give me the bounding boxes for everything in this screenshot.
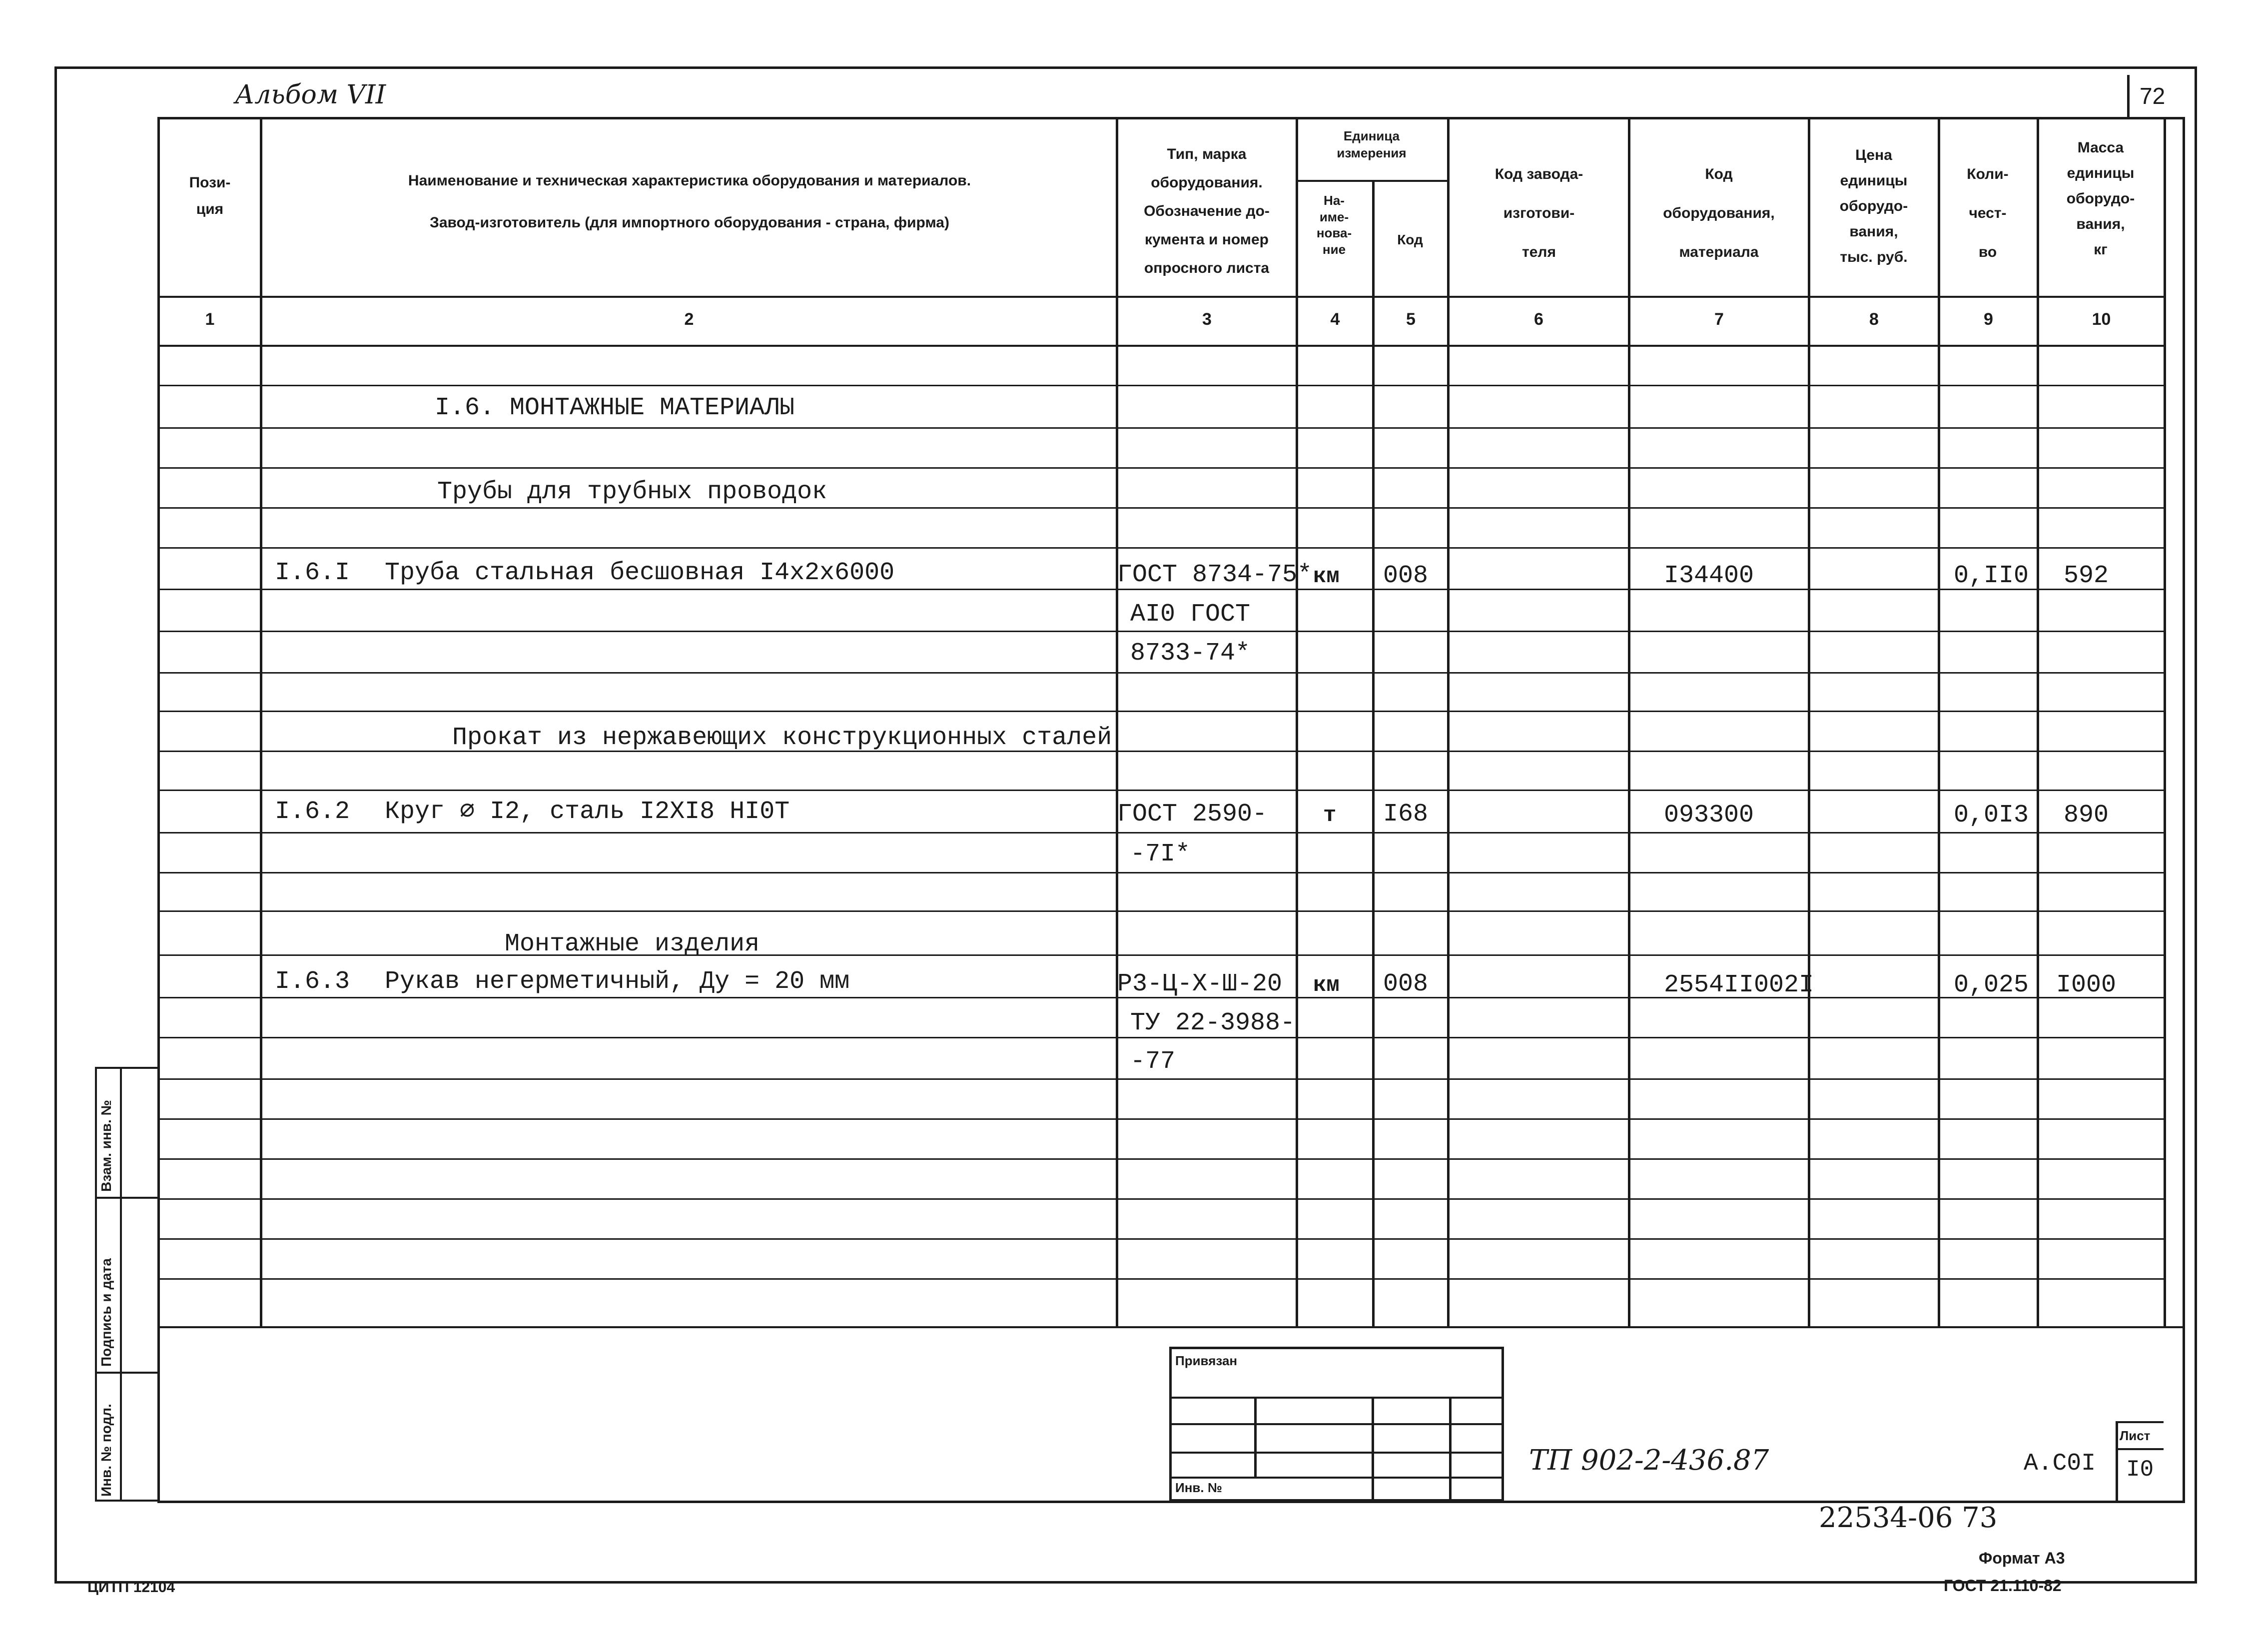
item-1-unit: км: [1313, 564, 1340, 589]
item-1-material-code: I34400: [1664, 562, 1754, 590]
item-3-name: Рукав негерметичный, Ду = 20 мм: [385, 967, 850, 996]
body-row-line: [157, 385, 2164, 386]
privyazan-label: Привязан: [1175, 1353, 1238, 1368]
header-col-8: Цена единицы оборудо- вания, тыс. руб.: [1839, 147, 1908, 265]
privyazan-col: [1449, 1397, 1452, 1502]
header-col-4: На- име- нова- ние: [1316, 193, 1352, 257]
privyazan-line: [1169, 1452, 1504, 1454]
format-label: Формат А3: [1979, 1549, 2065, 1567]
col-divider: [260, 117, 262, 1326]
privyazan-line: [1169, 1477, 1504, 1479]
col-num-2: 2: [684, 310, 694, 329]
header-bottom-line: [157, 296, 2164, 298]
sheet-number-top: 72: [2140, 83, 2166, 109]
privyazan-col: [1372, 1397, 1374, 1502]
subsection-steel: Прокат из нержавеющих конструкционных сталей: [452, 724, 1112, 752]
body-row-line: [157, 1278, 2164, 1280]
header-col-2: Наименование и техническая характеристика оборудования и материалов. Завод-изготовитель (для импортного оборудования - страна, фирма): [408, 172, 971, 231]
body-row-line: [157, 672, 2164, 674]
sheet-number-divider: [2127, 75, 2130, 118]
col-num-9: 9: [1984, 310, 1993, 329]
number-row-line: [157, 345, 2164, 347]
item-2-unit: т: [1323, 803, 1337, 828]
col-divider: [1447, 117, 1450, 1326]
item-1-unit-code: 008: [1383, 562, 1429, 590]
header-col-3: Тип, марка оборудования. Обозначение до- кумента и номер опросного листа: [1144, 146, 1270, 276]
item-1-name: Труба стальная бесшовная I4x2x6000: [385, 559, 895, 587]
privyazan-line: [1169, 1423, 1504, 1425]
body-row-line: [157, 1158, 2164, 1160]
body-row-line: [157, 954, 2164, 956]
col-divider: [2037, 117, 2039, 1326]
side-stamp-divider: [120, 1067, 122, 1502]
col-divider: [2164, 117, 2166, 1326]
item-2-doc: -7I*: [1130, 840, 1191, 868]
item-3-position: I.6.3: [275, 967, 350, 996]
unit-group-header: Единица измерения: [1337, 128, 1407, 160]
col-divider: [1296, 117, 1298, 1326]
item-1-doc: ГОСТ 8734-75*: [1117, 561, 1313, 589]
col-divider: [1116, 117, 1118, 1326]
item-2-material-code: 093300: [1664, 801, 1754, 829]
item-3-material-code: 2554II002I: [1664, 971, 1814, 999]
body-row-line: [157, 467, 2164, 469]
body-row-line: [157, 832, 2164, 833]
table-body-bottom: [157, 1326, 2185, 1328]
header-col-1: Пози- ция: [189, 174, 231, 217]
header-col-10: Масса единицы оборудо- вания, кг: [2066, 139, 2135, 258]
item-1-doc: 8733-74*: [1130, 639, 1251, 668]
side-stamp-line: [95, 1372, 160, 1374]
side-podpis: Подпись и дата: [98, 1258, 114, 1367]
item-2-mass: 890: [2064, 801, 2109, 829]
item-3-doc: -77: [1130, 1047, 1176, 1076]
col-divider: [1938, 117, 1940, 1326]
unit-group-line: [1296, 180, 1447, 182]
list-number: I0: [2126, 1457, 2154, 1483]
section-title: I.6. МОНТАЖНЫЕ МАТЕРИАЛЫ: [435, 394, 795, 422]
col-num-10: 10: [2092, 310, 2111, 329]
list-label: Лист: [2120, 1428, 2151, 1443]
handwritten-number: 22534-06 73: [1819, 1502, 1998, 1534]
item-2-quantity: 0,0I3: [1954, 801, 2029, 829]
item-3-doc: ТУ 22-3988-: [1130, 1009, 1296, 1037]
header-col-7: Код оборудования, материала: [1663, 166, 1775, 260]
item-1-mass: 592: [2064, 562, 2109, 590]
side-vzam: Взам. инв. №: [98, 1100, 114, 1192]
item-1-quantity: 0,II0: [1954, 562, 2029, 590]
header-col-9: Коли- чест- во: [1967, 166, 2009, 260]
item-3-mass: I000: [2056, 971, 2117, 999]
sheet-code: А.С0I: [2024, 1450, 2096, 1477]
cit-label: ЦИТП 12104: [87, 1579, 175, 1596]
privyazan-line: [1169, 1397, 1504, 1399]
side-inv: Инв. № подл.: [98, 1404, 114, 1497]
document-code: ТП 902-2-436.87: [1529, 1444, 1769, 1477]
item-3-quantity: 0,025: [1954, 971, 2029, 999]
body-row-line: [157, 1078, 2164, 1080]
subsection-pipes: Трубы для трубных проводок: [437, 478, 827, 506]
body-row-line: [157, 872, 2164, 873]
col-divider: [1372, 180, 1375, 1326]
body-row-line: [157, 1118, 2164, 1120]
item-2-name: Круг ∅ I2, сталь I2XI8 HI0T: [385, 798, 790, 826]
item-1-position: I.6.I: [275, 559, 350, 587]
col-num-3: 3: [1202, 310, 1212, 329]
body-row-line: [157, 790, 2164, 791]
body-row-line: [157, 507, 2164, 509]
privyazan-col: [1254, 1397, 1257, 1477]
subsection-mounting: Монтажные изделия: [505, 930, 760, 958]
body-row-line: [157, 711, 2164, 712]
side-stamp-line: [95, 1197, 160, 1199]
col-num-7: 7: [1714, 310, 1724, 329]
col-num-6: 6: [1534, 310, 1543, 329]
header-col-5: Код: [1397, 232, 1423, 247]
item-2-unit-code: I68: [1383, 800, 1429, 828]
col-divider: [1808, 117, 1810, 1326]
col-num-4: 4: [1330, 310, 1340, 329]
album-note: Альбом VII: [235, 80, 386, 110]
body-row-line: [157, 547, 2164, 549]
col-num-5: 5: [1406, 310, 1416, 329]
gost-label: ГОСТ 21.110-82: [1944, 1577, 2062, 1595]
item-2-doc: ГОСТ 2590-: [1117, 800, 1268, 828]
col-divider: [1628, 117, 1630, 1326]
body-row-line: [157, 1238, 2164, 1240]
body-row-line: [157, 1198, 2164, 1200]
col-num-1: 1: [205, 310, 215, 329]
inv-label: Инв. №: [1175, 1480, 1222, 1495]
item-3-doc: Р3-Ц-Х-Ш-20: [1117, 970, 1283, 998]
sheet-box-line: [2116, 1448, 2164, 1450]
item-2-position: I.6.2: [275, 798, 350, 826]
header-col-6: Код завода- изготови- теля: [1495, 166, 1583, 260]
item-3-unit: км: [1313, 973, 1340, 998]
item-1-doc: AI0 ГОСТ: [1130, 600, 1251, 629]
body-row-line: [157, 910, 2164, 912]
body-row-line: [157, 631, 2164, 632]
body-row-line: [157, 427, 2164, 429]
col-num-8: 8: [1869, 310, 1879, 329]
item-3-unit-code: 008: [1383, 970, 1429, 998]
